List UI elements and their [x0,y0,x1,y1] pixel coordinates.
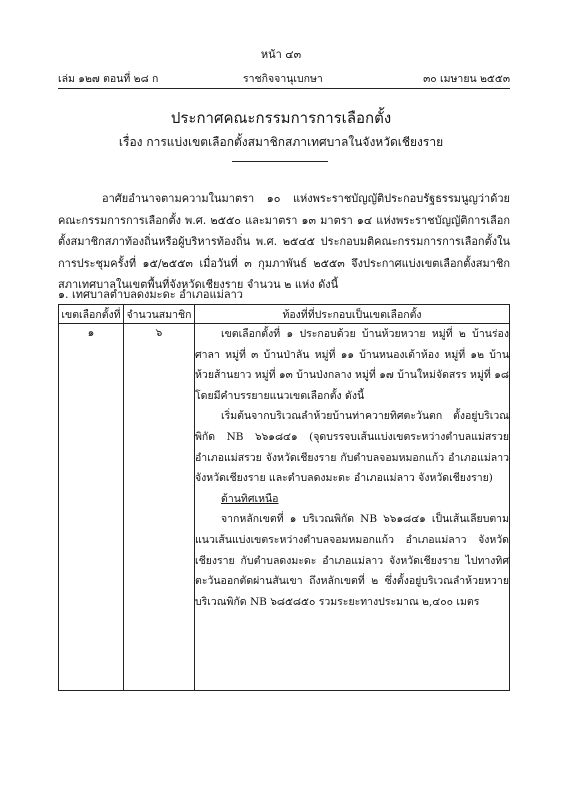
section-heading: ๑. เทศบาลตำบลดงมะดะ อำเภอแม่ลาว [58,288,243,301]
header-divider [58,88,510,89]
title-divider [232,161,328,162]
publication-date: ๓๐ เมษายน ๒๕๕๓ [423,73,510,85]
north-side-heading [195,489,509,510]
area-start-point: เริ่มต้นจากบริเวณลำห้วยบ้านท่าควายทิศตะวันตก ตั้งอยู่บริเวณพิกัด NB ๖๖๑๘๔๑ (จุดบรรจบเส้นแบ่งเขตระหว่างตำบลแม่สรวย อำเภอแม่สรวย จังหวัดเชียงราย กับตำบลจอมหมอกแก้ว อำเภอแม่ลาว จังหวัดเชียงราย และตำบลดงมะดะ อำเภอแม่ลาว จังหวัดเชียงราย) [195,410,509,485]
announcement-title: ประกาศคณะกรรมการการเลือกตั้ง [170,109,392,127]
publication-name: ราชกิจจานุเบกษา [243,73,323,85]
area-villages: เขตเลือกตั้งที่ ๑ ประกอบด้วย บ้านห้วยหวาย หมู่ที่ ๒ บ้านร่องศาลา หมู่ที่ ๓ บ้านป่าลัน หมู่ที่ ๑๑ บ้านหนองเต้าห้อง หมู่ที่ ๑๒ บ้านห้วยส้านยาว หมู่ที่ ๑๓ บ้านป่งกลาง หมู่ที่ ๑๗ บ้านใหม่จัดสรร หมู่ที่ ๑๘ โดยมีคำบรรยายแนวเขตเลือกตั้ง ดังนี้ [195,328,509,402]
header-area: ท้องที่ที่ประกอบเป็นเขตเลือกตั้ง [195,305,510,324]
district-number: ๑ [59,324,124,691]
gazette-header [58,70,510,84]
announcement-subject: เรื่อง การแบ่งเขตเลือกตั้งสมาชิกสภาเทศบาลในจังหวัดเชียงราย [118,135,444,149]
area-description [195,324,510,691]
district-table [58,304,510,691]
volume-issue: เล่ม ๑๒๗ ตอนที่ ๒๘ ก [58,73,159,85]
north-side-label: ด้านทิศเหนือ [221,492,279,505]
table-row [59,324,510,691]
member-count: ๖ [124,324,195,691]
north-side-description: จากหลักเขตที่ ๑ บริเวณพิกัด NB ๖๖๑๘๔๑ เป็นเส้นเลียบตามแนวเส้นแบ่งเขตระหว่างตำบลจอมหมอกแก้ว อำเภอแม่ลาว จังหวัดเชียงราย กับตำบลดงมะดะ อำเภอแม่ลาว จังหวัดเชียงราย ไปทางทิศตะวันออกตัดผ่านสันเขา ถึงหลักเขตที่ ๒ ซึ่งตั้งอยู่บริเวณลำห้วยหวาย บริเวณพิกัด NB ๖๘๕๘๕๐ รวมระยะทางประมาณ ๒,๔๐๐ เมตร [195,513,509,608]
header-district: เขตเลือกตั้งที่ [59,305,124,324]
page-number: หน้า ๔๓ [260,48,302,61]
table-header-row [59,305,510,324]
header-members: จำนวนสมาชิก [124,305,195,324]
announcement-body: อาศัยอำนาจตามความในมาตรา ๑๐ แห่งพระราชบัญญัติประกอบรัฐธรรมนูญว่าด้วยคณะกรรมการการเลือกตั้ง พ.ศ. ๒๕๕๐ และมาตรา ๑๓ มาตรา ๑๔ แห่งพระราชบัญญัติการเลือกตั้งสมาชิกสภาท้องถิ่นหรือผู้บริหารท้องถิ่น พ.ศ. ๒๕๔๕ ประกอบมติคณะกรรมการการเลือกตั้งในการประชุมครั้งที่ ๑๕/๒๕๕๓ เมื่อวันที่ ๓ กุมภาพันธ์ ๒๕๕๓ จึงประกาศแบ่งเขตเลือกตั้งสมาชิกสภาเทศบาลในเขตพื้นที่จังหวัดเชียงราย จำนวน ๒ แห่ง ดังนี้ [58,192,510,291]
